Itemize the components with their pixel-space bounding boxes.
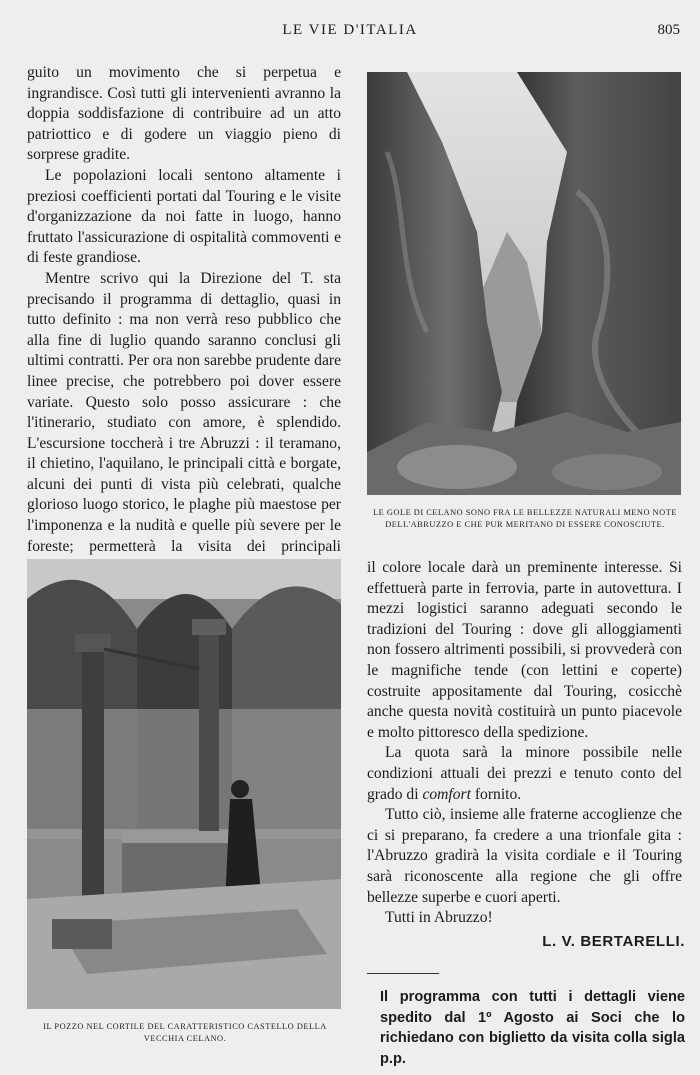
gorge-illustration	[367, 72, 681, 495]
italic-word: comfort	[422, 785, 471, 803]
author-signature: L. V. BERTARELLI.	[542, 933, 685, 950]
paragraph-text: La quota sarà la minore possibile nelle condizioni attuali dei prezzi e tenuto conto del grado di	[367, 744, 682, 803]
paragraph: Mentre scrivo qui la Direzione del T. sta precisando il programma di dettaglio, quasi in tutto definito : ma non verrà reso pubblico che alla fine di luglio quando saranno conclusi gli ultimi contratti. Per ora non sarebbe prudente dare linee precise, che potrebbero poi dover essere variate. Questo solo posso assicurare : che l'itinerario, studiato con amore, è splendido. L'escursione toccherà i tre Abruzzi : il teramano, il chietino, l'aquilano, le principali città e borgate, alcuni dei punti di vista più celebrati, qualche glorioso luogo storico, le plaghe più maestose per l'imponenza e la nudità e quelle più severe per le foreste; permetterà la visita dei principali	[27, 269, 341, 555]
paragraph-text: fornito.	[470, 785, 522, 803]
right-column-text	[367, 558, 682, 929]
paragraph: Le popolazioni locali sentono altamente i preziosi coefficienti portati dal Touring e le visite d'organizzazione da noi fatte in luogo, hanno fruttato l'assicurazione di ospitalità commoventi e di feste grandiose.	[27, 166, 341, 267]
gorge-caption: LE GOLE DI CELANO SONO FRA LE BELLEZZE NATURALI MENO NOTE DELL'ABRUZZO E CHE PUR MERITANO DI ESSERE CONOSCIUTE.	[373, 508, 677, 529]
gorge-photo	[367, 72, 681, 495]
left-column-text	[27, 63, 341, 578]
paragraph: Tutti in Abruzzo!	[385, 909, 493, 927]
running-head	[0, 20, 700, 42]
well-illustration	[27, 559, 341, 1009]
paragraph: il colore locale darà un preminente interesse. Si effettuerà parte in ferrovia, parte in autovettura. I mezzi logistici saranno adeguati secondo le tradizioni del Touring : dove gli alloggiamenti non fossero altrimenti possibili, si provvederà con le magnifiche tende (con lettini e coperte) costruite appositamente dal Touring, cosicchè anche questa novità costituirà un punto piacevole e molto pittoresco della spedizione.	[367, 559, 682, 741]
page-number: 805	[657, 22, 680, 38]
program-notice: Il programma con tutti i dettagli viene spedito dal 1º Agosto ai Soci che lo richiedano con biglietto da visita colla sigla p.p.	[380, 989, 685, 1067]
paragraph: guito un movimento che si perpetua e ingrandisce. Così tutti gli intervenienti avranno la doppia soddisfazione di contribuire ad un atto patriottico e di godere un viaggio pieno di sorprese gradite.	[27, 64, 341, 164]
running-title: LE VIE D'ITALIA	[282, 22, 418, 38]
well-caption: IL POZZO NEL CORTILE DEL CARATTERISTICO CASTELLO DELLA VECCHIA CELANO.	[43, 1022, 327, 1043]
divider-rule	[367, 973, 439, 974]
well-photo	[27, 559, 341, 1009]
paragraph: Tutto ciò, insieme alle fraterne accoglienze che ci si preparano, fa credere a una trionfale gita : l'Abruzzo gradirà la visita cordiale e il Touring sarà riconoscente alla regione che gli offre bellezze superbe e cuori aperti.	[367, 806, 682, 906]
paragraph	[367, 743, 682, 805]
